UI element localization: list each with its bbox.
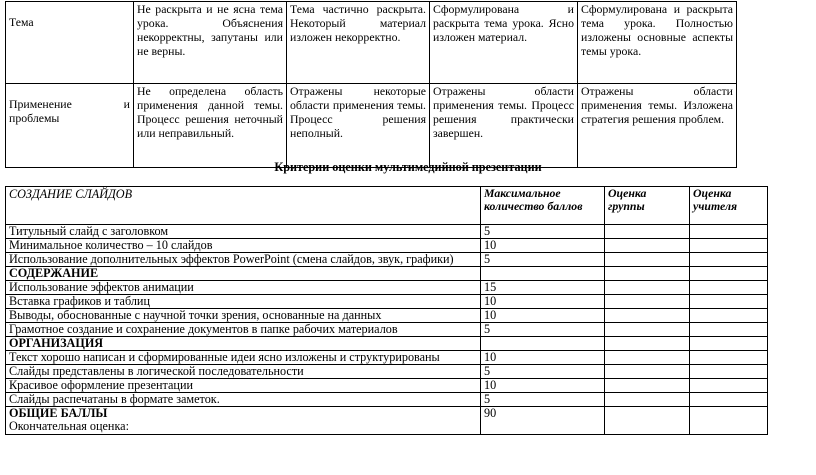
criterion-text: Текст хорошо написан и сформированные идеи ясно изложены и структурированы	[6, 351, 481, 365]
section-heading: СОДЕРЖАНИЕ	[6, 267, 481, 281]
criterion-max-score: 10	[481, 379, 605, 393]
rubric-cell: Не определена область применения данной темы. Процесс решения неточный или неправильный.	[134, 84, 287, 168]
rubric-table	[5, 1, 737, 168]
rubric-cell: Сформулирована и раскрыта тема урока. Ясно изложен материал.	[430, 2, 578, 84]
criterion-text: Грамотное создание и сохранение документов в папке рабочих материалов	[6, 323, 481, 337]
criterion-max-score: 5	[481, 225, 605, 239]
criteria-row	[6, 309, 768, 323]
header-section: СОЗДАНИЕ СЛАЙДОВ	[6, 187, 481, 225]
rubric-row-application	[6, 84, 737, 168]
criterion-text: Выводы, обоснованные с научной точки зрения, основанные на данных	[6, 309, 481, 323]
criteria-row	[6, 351, 768, 365]
criterion-text: Слайды распечатаны в формате заметок.	[6, 393, 481, 407]
teacher-score-cell[interactable]	[690, 281, 768, 295]
criteria-row	[6, 281, 768, 295]
criteria-title: Критерии оценки мультимедийной презентации	[274, 160, 542, 174]
criteria-row	[6, 323, 768, 337]
criterion-max-score: 5	[481, 253, 605, 267]
group-score-cell[interactable]	[605, 253, 690, 267]
header-group-score: Оценка группы	[605, 187, 690, 225]
header-max-score: Максимальное количество баллов	[481, 187, 605, 225]
criterion-text: Титульный слайд с заголовком	[6, 225, 481, 239]
group-score-cell[interactable]	[605, 323, 690, 337]
final-grade-label: Окончательная оценка:	[9, 419, 129, 433]
criterion-text: Минимальное количество – 10 слайдов	[6, 239, 481, 253]
empty-cell	[690, 337, 768, 351]
teacher-score-cell[interactable]	[690, 295, 768, 309]
criteria-row	[6, 239, 768, 253]
teacher-score-cell[interactable]	[690, 407, 768, 435]
empty-cell	[605, 267, 690, 281]
rubric-cell: Не раскрыта и не ясна тема урока. Объяснения некорректны, запутаны или не верны.	[134, 2, 287, 84]
criteria-table	[5, 186, 768, 435]
rubric-cell: Тема частично раскрыта. Некоторый материал изложен некорректно.	[287, 2, 430, 84]
criteria-row	[6, 295, 768, 309]
rubric-cell: Отражены области применения темы. Изложена стратегия решения проблем.	[578, 84, 737, 168]
group-score-cell[interactable]	[605, 225, 690, 239]
section-row	[6, 267, 768, 281]
group-score-cell[interactable]	[605, 365, 690, 379]
criterion-max-score: 5	[481, 393, 605, 407]
group-score-cell[interactable]	[605, 295, 690, 309]
teacher-score-cell[interactable]	[690, 225, 768, 239]
criterion-max-score: 10	[481, 295, 605, 309]
criterion-text: Вставка графиков и таблиц	[6, 295, 481, 309]
rubric-row-topic	[6, 2, 737, 84]
teacher-score-cell[interactable]	[690, 309, 768, 323]
teacher-score-cell[interactable]	[690, 253, 768, 267]
empty-cell	[605, 337, 690, 351]
teacher-score-cell[interactable]	[690, 351, 768, 365]
criterion-text: Использование эффектов анимации	[6, 281, 481, 295]
group-score-cell[interactable]	[605, 379, 690, 393]
rubric-cell: Сформулирована и раскрыта тема урока. Полностью изложены основные аспекты темы урока.	[578, 2, 737, 84]
group-score-cell[interactable]	[605, 309, 690, 323]
section-row	[6, 337, 768, 351]
empty-cell	[481, 267, 605, 281]
criterion-max-score: 10	[481, 351, 605, 365]
criterion-text: Использование дополнительных эффектов PowerPoint (смена слайдов, звук, графики)	[6, 253, 481, 267]
empty-cell	[481, 337, 605, 351]
empty-cell	[690, 267, 768, 281]
rubric-label-topic: Тема	[6, 2, 134, 84]
criterion-text: Слайды представлены в логической последовательности	[6, 365, 481, 379]
criterion-max-score: 5	[481, 323, 605, 337]
group-score-cell[interactable]	[605, 393, 690, 407]
criterion-max-score: 10	[481, 239, 605, 253]
criterion-max-score: 15	[481, 281, 605, 295]
criteria-row	[6, 253, 768, 267]
total-max-score: 90	[481, 407, 605, 435]
criteria-row	[6, 393, 768, 407]
criterion-max-score: 10	[481, 309, 605, 323]
teacher-score-cell[interactable]	[690, 239, 768, 253]
total-row	[6, 407, 768, 435]
teacher-score-cell[interactable]	[690, 365, 768, 379]
section-heading: ОРГАНИЗАЦИЯ	[6, 337, 481, 351]
group-score-cell[interactable]	[605, 351, 690, 365]
teacher-score-cell[interactable]	[690, 323, 768, 337]
criterion-text: Красивое оформление презентации	[6, 379, 481, 393]
criteria-row	[6, 379, 768, 393]
criteria-row	[6, 365, 768, 379]
group-score-cell[interactable]	[605, 407, 690, 435]
total-title: ОБЩИЕ БАЛЛЫ	[9, 406, 108, 420]
rubric-label-application: Применение и проблемы	[6, 84, 134, 168]
group-score-cell[interactable]	[605, 281, 690, 295]
criteria-header-row	[6, 187, 768, 225]
rubric-cell: Отражены некоторые области применения темы. Процесс решения неполный.	[287, 84, 430, 168]
rubric-cell: Отражены области применения темы. Процесс решения практически завершен.	[430, 84, 578, 168]
teacher-score-cell[interactable]	[690, 393, 768, 407]
total-cell	[6, 407, 481, 435]
header-teacher-score: Оценка учителя	[690, 187, 768, 225]
criterion-max-score: 5	[481, 365, 605, 379]
teacher-score-cell[interactable]	[690, 379, 768, 393]
group-score-cell[interactable]	[605, 239, 690, 253]
criteria-row	[6, 225, 768, 239]
